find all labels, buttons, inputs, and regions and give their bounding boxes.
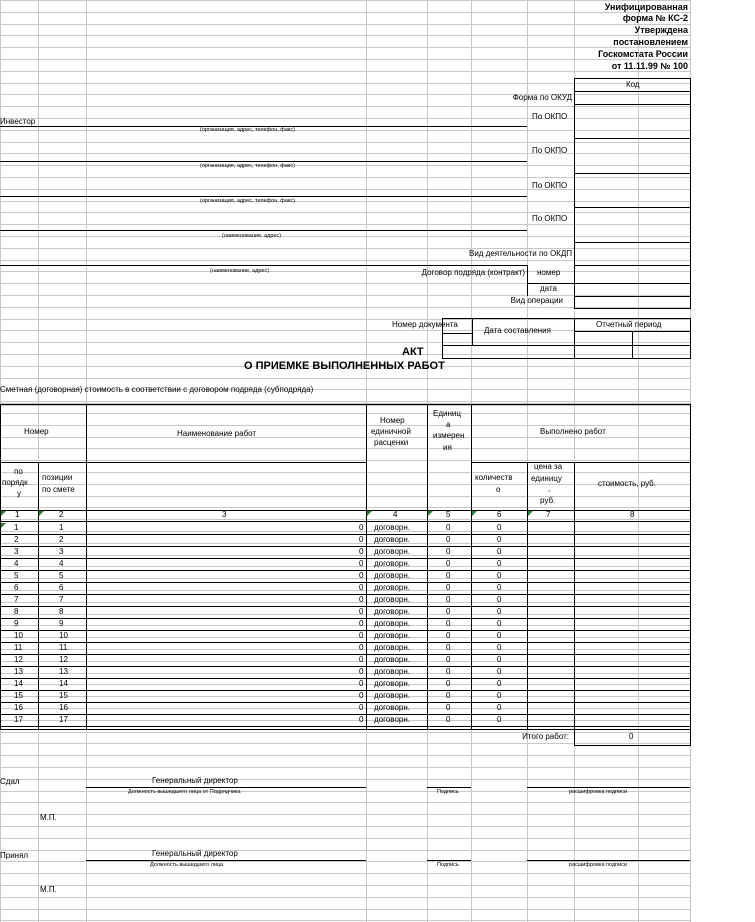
accepted-label: Принял [0,851,29,860]
act-label: АКТ [402,346,424,358]
row-order: 15 [14,691,23,700]
col-rate-header-2: единичной [371,427,411,436]
row-position: 15 [59,691,68,700]
col-price-header-2: единицу [531,474,562,483]
row-order: 6 [14,583,19,592]
row-qty: 0 [497,667,502,676]
row-rate: договорн. [374,643,411,652]
row-rate: договорн. [374,715,411,724]
row-unit: 0 [446,595,451,604]
row-rate: договорн. [374,655,411,664]
row-rate: договорн. [374,571,411,580]
operation-type-label: Вид операции [510,296,563,305]
cell-marker [1,511,6,516]
row-unit: 0 [446,535,451,544]
doc-date-label: Дата составления [484,326,551,335]
object-hint-2: (наименование, адрес) [210,268,270,274]
row-position: 8 [59,607,64,616]
contractor-hint: (организация, адрес, телефон, факс) [200,198,295,204]
row-qty: 0 [497,643,502,652]
row-unit: 0 [446,715,451,724]
row-order: 2 [14,535,19,544]
row-qty: 0 [497,619,502,628]
row-qty: 0 [497,547,502,556]
row-unit: 0 [446,619,451,628]
row-qty: 0 [497,631,502,640]
row-qty: 0 [497,523,502,532]
col-rate-header-3: расценки [374,438,409,447]
row-value: 0 [359,523,364,532]
object-hint: (наименование, адрес) [222,233,282,239]
accepted-position-hint: Должность вышедшего лица [150,862,224,868]
row-value: 0 [359,667,364,676]
row-qty: 0 [497,607,502,616]
row-rate: договорн. [374,667,411,676]
row-order: 11 [14,643,23,652]
row-qty: 0 [497,571,502,580]
row-order: 16 [14,703,23,712]
forma-okud-label: Форма по ОКУД [512,93,572,102]
row-value: 0 [359,715,364,724]
row-value: 0 [359,643,364,652]
colnum-6: 6 [497,510,502,519]
col-price-header-4: руб. [540,496,556,505]
row-value: 0 [359,559,364,568]
row-unit: 0 [446,523,451,532]
row-qty: 0 [497,691,502,700]
row-value: 0 [359,655,364,664]
colnum-7: 7 [546,510,551,519]
row-rate: договорн. [374,523,411,532]
row-rate: договорн. [374,607,411,616]
row-rate: договорн. [374,619,411,628]
row-position: 11 [59,643,68,652]
customer-hint: (организация, адрес, телефон, факс) [200,163,295,169]
col-position-header-1: позиции [42,473,73,482]
row-rate: договорн. [374,559,411,568]
row-unit: 0 [446,547,451,556]
col-unit-header-4: ия [443,443,452,452]
row-order: 5 [14,571,19,580]
row-value: 0 [359,703,364,712]
cell-marker [472,511,477,516]
accepted-signature-hint: Подпись [437,862,459,868]
row-position: 16 [59,703,68,712]
cell-marker [428,511,433,516]
estimate-cost-label: Сметная (договорная) стоимость в соответствии с договором подряда (субподряда) [0,385,314,394]
row-unit: 0 [446,643,451,652]
form-header-line6: от 11.11.99 № 100 [611,61,688,71]
row-qty: 0 [497,715,502,724]
handed-over-label: Сдал [0,777,20,786]
col-order-header-1: по [14,467,23,476]
col-unit-header-2: а [446,420,451,429]
row-unit: 0 [446,571,451,580]
col-works-header: Наименование работ [177,429,257,438]
row-position: 6 [59,583,64,592]
colnum-2: 2 [59,510,64,519]
row-position: 1 [59,523,64,532]
row-order: 9 [14,619,19,628]
row-unit: 0 [446,559,451,568]
cell-marker [528,511,533,516]
row-qty: 0 [497,535,502,544]
col-unit-header-3: измерен [433,431,465,440]
row-rate: договорн. [374,535,411,544]
row-order: 12 [14,655,23,664]
row-unit: 0 [446,631,451,640]
contract-label: Договор подряда (контракт) [421,268,525,277]
row-order: 7 [14,595,19,604]
row-value: 0 [359,547,364,556]
seal-label-2: М.П. [40,885,57,894]
contract-date-label: дата [540,284,557,293]
form-header-line3: Утверждена [634,25,688,35]
row-qty: 0 [497,583,502,592]
investor-hint: (организация, адрес, телефон, факс) [200,127,295,133]
row-unit: 0 [446,691,451,700]
report-period-label: Отчетный период [596,320,662,329]
row-value: 0 [359,571,364,580]
col-number-header: Номер [24,427,49,436]
row-rate: договорн. [374,595,411,604]
form-header-line5: Госкомстата России [598,49,688,59]
row-value: 0 [359,583,364,592]
act-title: О ПРИЕМКЕ ВЫПОЛНЕННЫХ РАБОТ [244,360,445,372]
row-position: 17 [59,715,68,724]
row-position: 4 [59,559,64,568]
row-rate: договорн. [374,703,411,712]
col-rate-header-1: Номер [380,416,405,425]
row-qty: 0 [497,703,502,712]
investor-label: Инвестор [0,117,36,126]
cell-marker [1,523,6,528]
col-order-header-2: порядк [2,478,28,487]
form-header-line1: Унифицированная [604,2,688,12]
handed-over-decoding-hint: расшифровка подписи [569,789,628,795]
row-value: 0 [359,631,364,640]
row-rate: договорн. [374,631,411,640]
row-position: 10 [59,631,68,640]
row-qty: 0 [497,655,502,664]
col-unit-header-1: Единиц [433,409,461,418]
total-label: Итого работ: [522,732,569,741]
row-position: 3 [59,547,64,556]
col-qty-header-2: о [496,485,501,494]
row-rate: договорн. [374,691,411,700]
row-value: 0 [359,679,364,688]
seal-label-1: М.П. [40,813,57,822]
colnum-8: 8 [630,510,635,519]
row-value: 0 [359,691,364,700]
colnum-3: 3 [222,510,227,519]
doc-number-label: Номер документа [392,320,458,329]
colnum-1: 1 [15,510,20,519]
row-qty: 0 [497,595,502,604]
row-position: 14 [59,679,68,688]
row-order: 8 [14,607,19,616]
col-cost-header: стоимость, руб. [598,479,656,488]
cell-marker [39,511,44,516]
form-header-line4: постановлением [613,37,688,47]
okpo-label-2: По ОКПО [532,146,568,155]
okpo-label-4: По ОКПО [532,214,568,223]
col-price-header-1: цена за [534,462,563,471]
row-unit: 0 [446,655,451,664]
row-order: 1 [14,523,19,532]
handed-over-position: Генеральный директор [152,776,238,785]
row-rate: договорн. [374,679,411,688]
handed-over-position-hint: Должность вышедшего лица от Подрядчика [128,789,241,795]
row-position: 9 [59,619,64,628]
total-value: 0 [629,732,634,741]
row-order: 13 [14,667,23,676]
col-price-header-3: , [548,484,551,493]
row-rate: договорн. [374,583,411,592]
row-unit: 0 [446,703,451,712]
row-position: 2 [59,535,64,544]
row-unit: 0 [446,667,451,676]
row-order: 17 [14,715,23,724]
row-order: 10 [14,631,23,640]
okpo-label-3: По ОКПО [532,181,568,190]
col-order-header-3: у [17,489,21,498]
accepted-position: Генеральный директор [152,849,238,858]
kod-header: Код [626,80,640,89]
row-qty: 0 [497,559,502,568]
row-position: 7 [59,595,64,604]
okpo-label-1: По ОКПО [532,112,568,121]
accepted-decoding-hint: расшифровка подписи [569,862,628,868]
row-order: 4 [14,559,19,568]
colnum-4: 4 [393,510,398,519]
row-rate: договорн. [374,547,411,556]
col-qty-header-1: количеств [475,473,513,482]
row-order: 14 [14,679,23,688]
row-value: 0 [359,607,364,616]
row-value: 0 [359,535,364,544]
row-qty: 0 [497,679,502,688]
okdp-label: Вид деятельности по ОКДП [468,249,572,258]
row-value: 0 [359,595,364,604]
row-position: 12 [59,655,68,664]
row-unit: 0 [446,679,451,688]
colnum-5: 5 [446,510,451,519]
row-order: 3 [14,547,19,556]
cell-marker [367,511,372,516]
row-unit: 0 [446,607,451,616]
row-position: 13 [59,667,68,676]
contract-number-label: номер [537,268,561,277]
row-position: 5 [59,571,64,580]
col-position-header-2: по смете [42,485,75,494]
handed-over-signature-hint: Подпись [437,789,459,795]
form-header-line2: форма № КС-2 [622,13,688,23]
row-unit: 0 [446,583,451,592]
col-done-header: Выполнено работ [540,427,606,436]
row-value: 0 [359,619,364,628]
